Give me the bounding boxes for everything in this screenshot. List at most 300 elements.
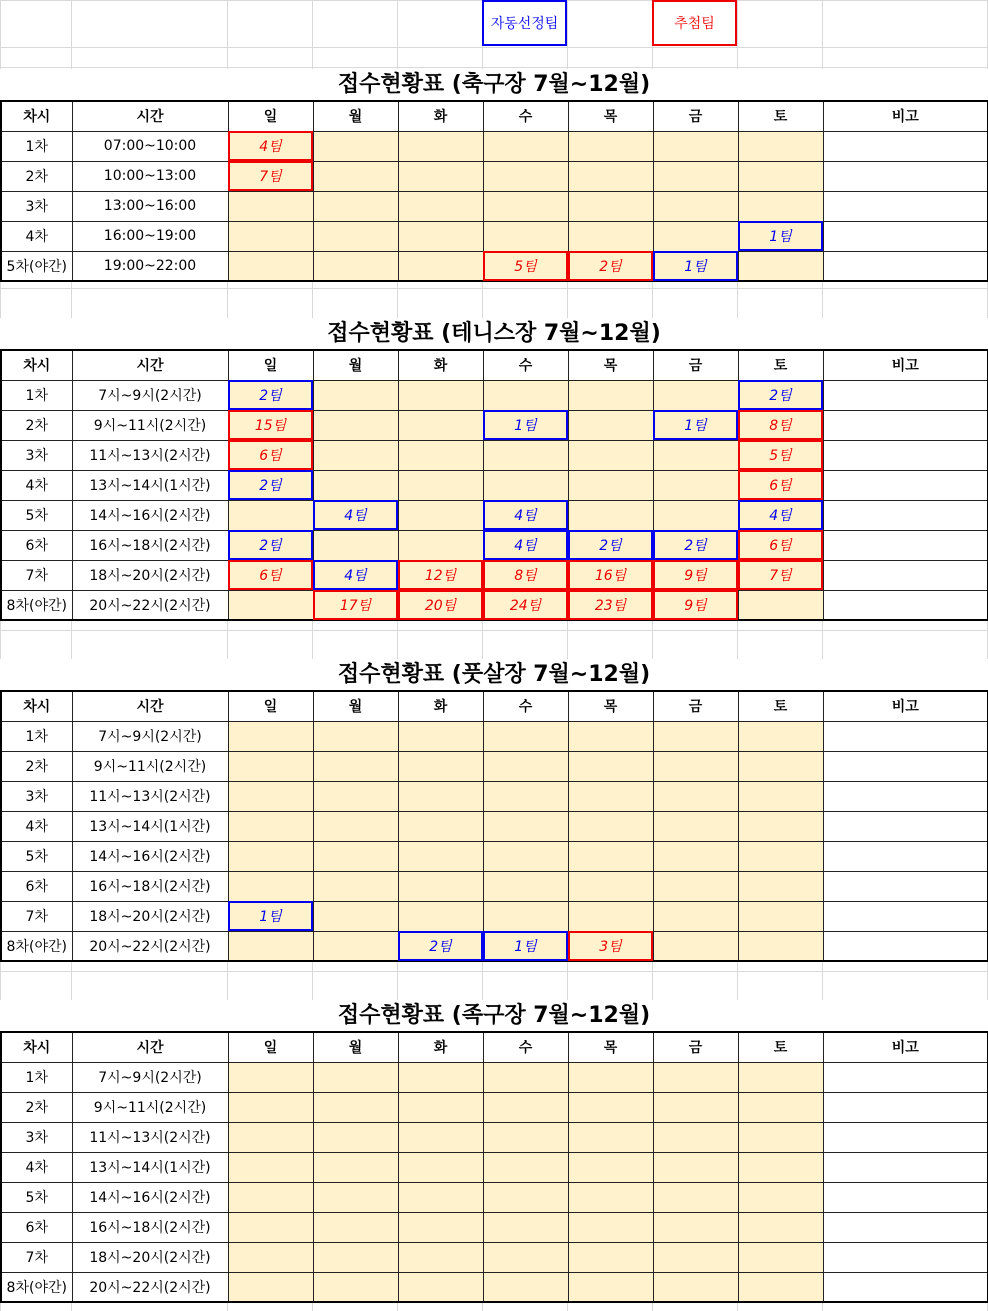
day-cell[interactable] [653,470,738,500]
time-cell[interactable]: 18시~20시(2시간) [72,560,228,590]
day-cell[interactable] [568,871,653,901]
note-cell[interactable] [823,161,988,191]
day-cell[interactable] [738,1242,823,1272]
day-cell[interactable] [398,500,483,530]
round-cell[interactable]: 6차 [1,871,72,901]
day-cell[interactable] [313,380,398,410]
note-cell[interactable] [823,871,988,901]
day-cell[interactable] [738,1152,823,1182]
round-cell[interactable]: 2차 [1,1092,72,1122]
day-cell[interactable] [568,380,653,410]
day-cell[interactable] [653,1212,738,1242]
day-cell[interactable] [568,191,653,221]
round-cell[interactable]: 1차 [1,131,72,161]
day-cell[interactable] [228,590,313,620]
time-cell[interactable]: 07:00~10:00 [72,131,228,161]
auto-team-cell[interactable]: 2팀 [398,931,483,961]
day-cell[interactable] [228,1152,313,1182]
auto-team-cell[interactable]: 1팀 [228,901,313,931]
day-cell[interactable] [653,380,738,410]
auto-team-cell[interactable]: 4팀 [738,500,823,530]
day-cell[interactable] [398,901,483,931]
time-cell[interactable]: 16시~18시(2시간) [72,871,228,901]
day-cell[interactable] [568,1122,653,1152]
day-cell[interactable] [313,530,398,560]
day-cell[interactable] [738,841,823,871]
lottery-team-cell[interactable]: 7팀 [228,161,313,191]
note-cell[interactable] [823,1092,988,1122]
day-cell[interactable] [738,751,823,781]
lottery-team-cell[interactable]: 23팀 [568,590,653,620]
day-cell[interactable] [398,841,483,871]
time-cell[interactable]: 20시~22시(2시간) [72,590,228,620]
day-cell[interactable] [738,1212,823,1242]
round-cell[interactable]: 3차 [1,191,72,221]
day-cell[interactable] [568,1272,653,1302]
note-cell[interactable] [823,251,988,281]
day-cell[interactable] [738,251,823,281]
day-cell[interactable] [738,811,823,841]
day-cell[interactable] [228,1212,313,1242]
day-cell[interactable] [398,161,483,191]
round-cell[interactable]: 5차 [1,1182,72,1212]
day-cell[interactable] [313,1152,398,1182]
auto-team-cell[interactable]: 4팀 [483,530,568,560]
lottery-team-cell[interactable]: 8팀 [738,410,823,440]
day-cell[interactable] [398,781,483,811]
day-cell[interactable] [568,470,653,500]
day-cell[interactable] [738,191,823,221]
day-cell[interactable] [483,440,568,470]
note-cell[interactable] [823,1212,988,1242]
day-cell[interactable] [653,1272,738,1302]
note-cell[interactable] [823,1152,988,1182]
day-cell[interactable] [653,721,738,751]
day-cell[interactable] [653,1092,738,1122]
time-cell[interactable]: 13시~14시(1시간) [72,811,228,841]
day-cell[interactable] [228,191,313,221]
day-cell[interactable] [653,871,738,901]
day-cell[interactable] [738,131,823,161]
day-cell[interactable] [738,161,823,191]
day-cell[interactable] [483,1242,568,1272]
day-cell[interactable] [313,811,398,841]
lottery-team-cell[interactable]: 9팀 [653,590,738,620]
note-cell[interactable] [823,530,988,560]
time-cell[interactable]: 20시~22시(2시간) [72,931,228,961]
day-cell[interactable] [568,781,653,811]
note-cell[interactable] [823,1272,988,1302]
time-cell[interactable]: 7시~9시(2시간) [72,1062,228,1092]
day-cell[interactable] [568,1242,653,1272]
day-cell[interactable] [228,1182,313,1212]
day-cell[interactable] [653,440,738,470]
round-cell[interactable]: 2차 [1,161,72,191]
day-cell[interactable] [568,751,653,781]
round-cell[interactable]: 4차 [1,1152,72,1182]
header-row [1,350,988,380]
day-cell[interactable] [653,1152,738,1182]
round-cell[interactable]: 5차 [1,500,72,530]
time-cell[interactable]: 13시~14시(1시간) [72,470,228,500]
time-cell[interactable]: 20시~22시(2시간) [72,1272,228,1302]
day-cell[interactable] [738,1092,823,1122]
day-cell[interactable] [228,721,313,751]
day-cell[interactable] [568,841,653,871]
day-cell[interactable] [653,1122,738,1152]
note-cell[interactable] [823,721,988,751]
day-cell[interactable] [653,1242,738,1272]
time-cell[interactable]: 7시~9시(2시간) [72,380,228,410]
auto-team-cell[interactable]: 2팀 [228,380,313,410]
note-cell[interactable] [823,841,988,871]
time-cell[interactable]: 9시~11시(2시간) [72,1092,228,1122]
day-cell[interactable] [228,1092,313,1122]
auto-team-cell[interactable]: 4팀 [313,500,398,530]
lottery-team-cell[interactable]: 9팀 [653,560,738,590]
note-cell[interactable] [823,751,988,781]
day-cell[interactable] [568,410,653,440]
day-cell[interactable] [568,131,653,161]
day-cell[interactable] [398,251,483,281]
time-cell[interactable]: 13:00~16:00 [72,191,228,221]
day-cell[interactable] [398,1062,483,1092]
day-cell[interactable] [228,500,313,530]
day-cell[interactable] [313,440,398,470]
day-cell[interactable] [313,781,398,811]
day-cell[interactable] [653,1062,738,1092]
time-cell[interactable]: 9시~11시(2시간) [72,751,228,781]
day-cell[interactable] [398,470,483,500]
day-cell[interactable] [483,721,568,751]
time-cell[interactable]: 18시~20시(2시간) [72,901,228,931]
day-cell[interactable] [738,781,823,811]
day-cell[interactable] [313,931,398,961]
lottery-team-cell[interactable]: 12팀 [398,560,483,590]
day-cell[interactable] [483,1092,568,1122]
day-cell[interactable] [568,500,653,530]
note-cell[interactable] [823,781,988,811]
day-cell[interactable] [738,590,823,620]
round-cell[interactable]: 6차 [1,530,72,560]
day-cell[interactable] [398,131,483,161]
day-cell[interactable] [738,1272,823,1302]
round-cell[interactable]: 4차 [1,811,72,841]
time-cell[interactable]: 11시~13시(2시간) [72,440,228,470]
auto-team-cell[interactable]: 1팀 [483,410,568,440]
lottery-team-cell[interactable]: 6팀 [738,530,823,560]
round-cell[interactable]: 4차 [1,221,72,251]
day-cell[interactable] [398,1272,483,1302]
day-cell[interactable] [313,1122,398,1152]
day-cell[interactable] [313,1182,398,1212]
day-cell[interactable] [483,380,568,410]
day-cell[interactable] [483,1272,568,1302]
lottery-team-cell[interactable]: 4팀 [228,131,313,161]
day-cell[interactable] [313,131,398,161]
day-cell[interactable] [568,1182,653,1212]
round-cell[interactable]: 2차 [1,751,72,781]
note-cell[interactable] [823,1182,988,1212]
day-cell[interactable] [483,841,568,871]
day-cell[interactable] [483,470,568,500]
round-cell[interactable]: 4차 [1,470,72,500]
day-cell[interactable] [653,131,738,161]
header-day: 금 [653,101,738,131]
time-cell[interactable]: 9시~11시(2시간) [72,410,228,440]
day-cell[interactable] [313,1272,398,1302]
note-cell[interactable] [823,500,988,530]
time-cell[interactable]: 16시~18시(2시간) [72,1212,228,1242]
day-cell[interactable] [398,721,483,751]
lottery-team-cell[interactable]: 5팀 [738,440,823,470]
note-cell[interactable] [823,931,988,961]
section-title: 접수현황표 (축구장 7월~12월) [0,69,988,100]
day-cell[interactable] [398,1152,483,1182]
round-cell[interactable]: 5차(야간) [1,251,72,281]
day-cell[interactable] [398,1212,483,1242]
day-cell[interactable] [738,901,823,931]
round-cell[interactable]: 8차(야간) [1,590,72,620]
day-cell[interactable] [313,751,398,781]
day-cell[interactable] [313,1212,398,1242]
day-cell[interactable] [483,161,568,191]
day-cell[interactable] [398,221,483,251]
day-cell[interactable] [228,871,313,901]
lottery-team-cell[interactable]: 5팀 [483,251,568,281]
time-cell[interactable]: 14시~16시(2시간) [72,841,228,871]
day-cell[interactable] [398,751,483,781]
day-cell[interactable] [568,811,653,841]
day-cell[interactable] [568,721,653,751]
day-cell[interactable] [313,1062,398,1092]
note-cell[interactable] [823,470,988,500]
auto-team-cell[interactable]: 1팀 [653,410,738,440]
day-cell[interactable] [313,841,398,871]
day-cell[interactable] [568,1212,653,1242]
time-cell[interactable]: 13시~14시(1시간) [72,1152,228,1182]
lottery-team-cell[interactable]: 16팀 [568,560,653,590]
note-cell[interactable] [823,380,988,410]
lottery-team-cell[interactable]: 20팀 [398,590,483,620]
day-cell[interactable] [398,530,483,560]
round-cell[interactable]: 2차 [1,410,72,440]
auto-team-cell[interactable]: 2팀 [738,380,823,410]
round-cell[interactable]: 3차 [1,440,72,470]
day-cell[interactable] [483,811,568,841]
auto-team-cell[interactable]: 1팀 [653,251,738,281]
lottery-team-cell[interactable]: 6팀 [228,440,313,470]
note-cell[interactable] [823,191,988,221]
lottery-team-cell[interactable]: 6팀 [228,560,313,590]
note-cell[interactable] [823,440,988,470]
day-cell[interactable] [228,841,313,871]
day-cell[interactable] [398,811,483,841]
day-cell[interactable] [483,1152,568,1182]
lottery-team-cell[interactable]: 3팀 [568,931,653,961]
note-cell[interactable] [823,590,988,620]
day-cell[interactable] [228,1272,313,1302]
lottery-team-cell[interactable]: 2팀 [568,251,653,281]
time-cell[interactable]: 16시~18시(2시간) [72,530,228,560]
day-cell[interactable] [653,221,738,251]
auto-team-cell[interactable]: 4팀 [483,500,568,530]
day-cell[interactable] [483,1122,568,1152]
day-cell[interactable] [738,721,823,751]
auto-team-cell[interactable]: 4팀 [313,560,398,590]
day-cell[interactable] [483,1212,568,1242]
time-cell[interactable]: 11시~13시(2시간) [72,1122,228,1152]
day-cell[interactable] [313,901,398,931]
schedule-table [0,100,988,282]
day-cell[interactable] [398,1092,483,1122]
time-cell[interactable]: 14시~16시(2시간) [72,1182,228,1212]
round-cell[interactable]: 7차 [1,901,72,931]
round-cell[interactable]: 3차 [1,1122,72,1152]
day-cell[interactable] [483,1062,568,1092]
day-cell[interactable] [738,871,823,901]
note-cell[interactable] [823,811,988,841]
day-cell[interactable] [568,221,653,251]
day-cell[interactable] [228,221,313,251]
round-cell[interactable]: 1차 [1,721,72,751]
lottery-team-cell[interactable]: 24팀 [483,590,568,620]
day-cell[interactable] [653,901,738,931]
day-cell[interactable] [313,251,398,281]
day-cell[interactable] [313,871,398,901]
round-cell[interactable]: 7차 [1,560,72,590]
day-cell[interactable] [483,191,568,221]
day-cell[interactable] [398,380,483,410]
day-cell[interactable] [653,1182,738,1212]
round-cell[interactable]: 3차 [1,781,72,811]
header-note: 비고 [823,350,988,380]
day-cell[interactable] [483,131,568,161]
auto-team-cell[interactable]: 2팀 [228,530,313,560]
note-cell[interactable] [823,901,988,931]
time-cell[interactable]: 19:00~22:00 [72,251,228,281]
table-row [1,1092,988,1122]
table-row [1,221,988,251]
round-cell[interactable]: 1차 [1,1062,72,1092]
day-cell[interactable] [313,221,398,251]
day-cell[interactable] [313,1092,398,1122]
day-cell[interactable] [653,811,738,841]
auto-team-cell[interactable]: 2팀 [568,530,653,560]
day-cell[interactable] [313,191,398,221]
day-cell[interactable] [483,781,568,811]
lottery-team-cell[interactable]: 6팀 [738,470,823,500]
day-cell[interactable] [398,440,483,470]
round-cell[interactable]: 1차 [1,380,72,410]
day-cell[interactable] [313,1242,398,1272]
note-cell[interactable] [823,1062,988,1092]
day-cell[interactable] [653,191,738,221]
day-cell[interactable] [228,1062,313,1092]
day-cell[interactable] [313,470,398,500]
note-cell[interactable] [823,131,988,161]
day-cell[interactable] [483,901,568,931]
day-cell[interactable] [568,1062,653,1092]
day-cell[interactable] [313,721,398,751]
day-cell[interactable] [653,841,738,871]
note-cell[interactable] [823,560,988,590]
day-cell[interactable] [653,931,738,961]
day-cell[interactable] [228,811,313,841]
day-cell[interactable] [568,901,653,931]
note-cell[interactable] [823,1122,988,1152]
day-cell[interactable] [398,410,483,440]
lottery-team-cell[interactable]: 8팀 [483,560,568,590]
day-cell[interactable] [483,751,568,781]
lottery-team-cell[interactable]: 7팀 [738,560,823,590]
day-cell[interactable] [653,781,738,811]
day-cell[interactable] [483,221,568,251]
day-cell[interactable] [653,751,738,781]
day-cell[interactable] [313,410,398,440]
table-row [1,131,988,161]
day-cell[interactable] [398,1122,483,1152]
round-cell[interactable]: 5차 [1,841,72,871]
note-cell[interactable] [823,1242,988,1272]
auto-team-cell[interactable]: 2팀 [228,470,313,500]
auto-team-cell[interactable]: 1팀 [738,221,823,251]
header-day: 목 [568,350,653,380]
time-cell[interactable]: 11시~13시(2시간) [72,781,228,811]
time-cell[interactable]: 18시~20시(2시간) [72,1242,228,1272]
day-cell[interactable] [568,1152,653,1182]
round-cell[interactable]: 8차(야간) [1,931,72,961]
day-cell[interactable] [738,931,823,961]
day-cell[interactable] [228,751,313,781]
day-cell[interactable] [653,500,738,530]
day-cell[interactable] [398,1182,483,1212]
day-cell[interactable] [483,871,568,901]
day-cell[interactable] [738,1182,823,1212]
day-cell[interactable] [313,161,398,191]
time-cell[interactable]: 16:00~19:00 [72,221,228,251]
note-cell[interactable] [823,410,988,440]
time-cell[interactable]: 7시~9시(2시간) [72,721,228,751]
day-cell[interactable] [483,1182,568,1212]
note-cell[interactable] [823,221,988,251]
time-cell[interactable]: 14시~16시(2시간) [72,500,228,530]
table-row [1,1062,988,1092]
day-cell[interactable] [738,1062,823,1092]
day-cell[interactable] [568,161,653,191]
time-cell[interactable]: 10:00~13:00 [72,161,228,191]
day-cell[interactable] [398,1242,483,1272]
lottery-team-cell[interactable]: 15팀 [228,410,313,440]
day-cell[interactable] [228,931,313,961]
day-cell[interactable] [568,440,653,470]
day-cell[interactable] [398,871,483,901]
round-cell[interactable]: 7차 [1,1242,72,1272]
day-cell[interactable] [228,1122,313,1152]
day-cell[interactable] [228,1242,313,1272]
round-cell[interactable]: 6차 [1,1212,72,1242]
round-cell[interactable]: 8차(야간) [1,1272,72,1302]
day-cell[interactable] [228,251,313,281]
day-cell[interactable] [653,161,738,191]
day-cell[interactable] [398,191,483,221]
day-cell[interactable] [568,1092,653,1122]
day-cell[interactable] [738,1122,823,1152]
lottery-team-cell[interactable]: 17팀 [313,590,398,620]
auto-team-cell[interactable]: 1팀 [483,931,568,961]
auto-team-cell[interactable]: 2팀 [653,530,738,560]
day-cell[interactable] [228,781,313,811]
